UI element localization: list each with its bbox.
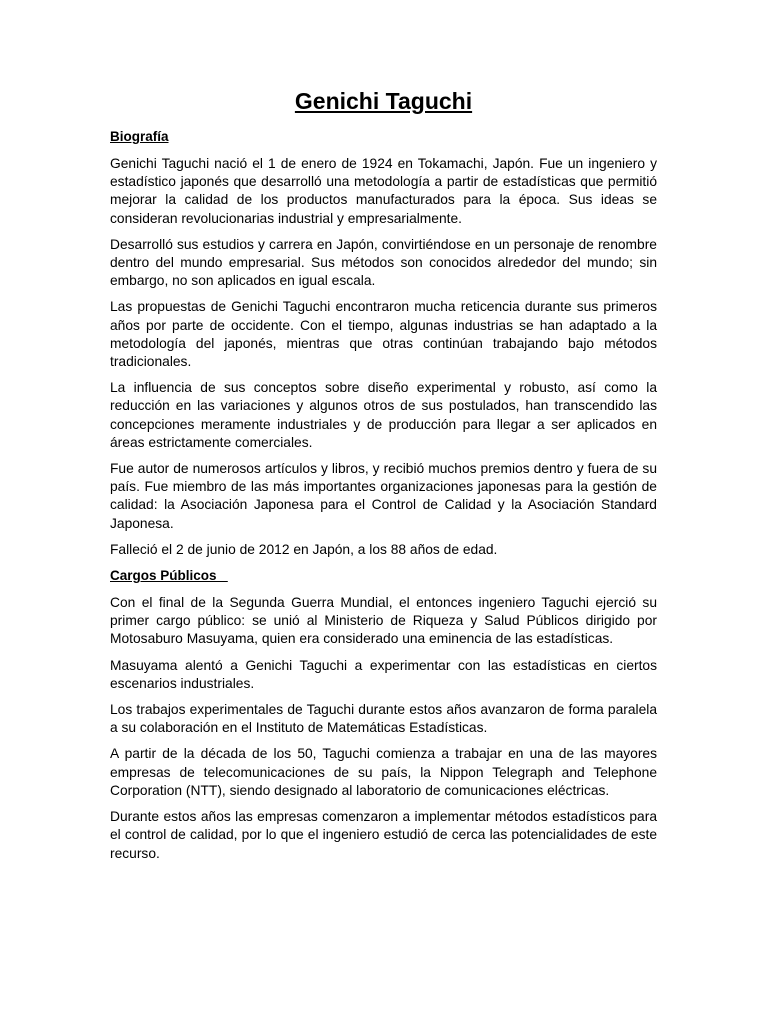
paragraph: La influencia de sus conceptos sobre diseño experimental y robusto, así como la reducción en las variaciones y algunos otros de sus postulados, han transcendido las concepciones meramente industriales y de producción para llegar a ser aplicados en áreas estrictamente comerciales. xyxy=(110,380,657,450)
section-heading: Biografía xyxy=(110,129,169,144)
section-heading: Cargos Públicos xyxy=(110,568,228,584)
section-biografia xyxy=(110,128,657,559)
document-title: Genichi Taguchi xyxy=(294,88,473,114)
paragraph: Desarrolló sus estudios y carrera en Japón, convirtiéndose en un personaje de renombre dentro del mundo empresarial. Sus métodos son conocidos alrededor del mundo; sin embargo, no son aplicados en igual escala. xyxy=(110,236,657,289)
paragraph: Masuyama alentó a Genichi Taguchi a experimentar con las estadísticas en ciertos escenarios industriales. xyxy=(110,657,657,691)
paragraph: Fue autor de numerosos artículos y libros, y recibió muchos premios dentro y fuera de su país. Fue miembro de las más importantes organizaciones japonesas para la gestión de calidad: la Asociación Japonesa para el Control de Calidad y la Asociación Standard Japonesa. xyxy=(110,461,657,531)
paragraph: Durante estos años las empresas comenzaron a implementar métodos estadísticos para el control de calidad, por lo que el ingeniero estudió de cerca las potencialidades de este recurso. xyxy=(110,809,657,861)
paragraph: A partir de la década de los 50, Taguchi comienza a trabajar en una de las mayores empresas de telecomunicaciones de su país, la Nippon Telegraph and Telephone Corporation (NTT), siendo designado al laboratorio de comunicaciones eléctricas. xyxy=(110,746,657,798)
section-cargos-publicos xyxy=(110,567,657,863)
paragraph: Genichi Taguchi nació el 1 de enero de 1924 en Tokamachi, Japón. Fue un ingeniero y estadístico japonés que desarrolló una metodología a partir de estadísticas que permitió mejorar la calidad de los productos manufacturados para la época. Sus ideas se consideran revolucionarias industrial y empresarialmente. xyxy=(110,156,657,226)
document-page xyxy=(110,86,657,871)
paragraph: Con el final de la Segunda Guerra Mundial, el entonces ingeniero Taguchi ejerció su primer cargo público: se unió al Ministerio de Riqueza y Salud Públicos dirigido por Motosaburo Masuyama, quien era considerado una eminencia de las estadísticas. xyxy=(110,595,657,647)
paragraph: Los trabajos experimentales de Taguchi durante estos años avanzaron de forma paralela a su colaboración en el Instituto de Matemáticas Estadísticas. xyxy=(110,702,657,736)
paragraph: Las propuestas de Genichi Taguchi encontraron mucha reticencia durante sus primeros años por parte de occidente. Con el tiempo, algunas industrias se han adaptado a la metodología del japonés, mientras que otras continúan trabajando bajo métodos tradicionales. xyxy=(110,299,657,370)
paragraph: Falleció el 2 de junio de 2012 en Japón, a los 88 años de edad. xyxy=(110,541,498,557)
